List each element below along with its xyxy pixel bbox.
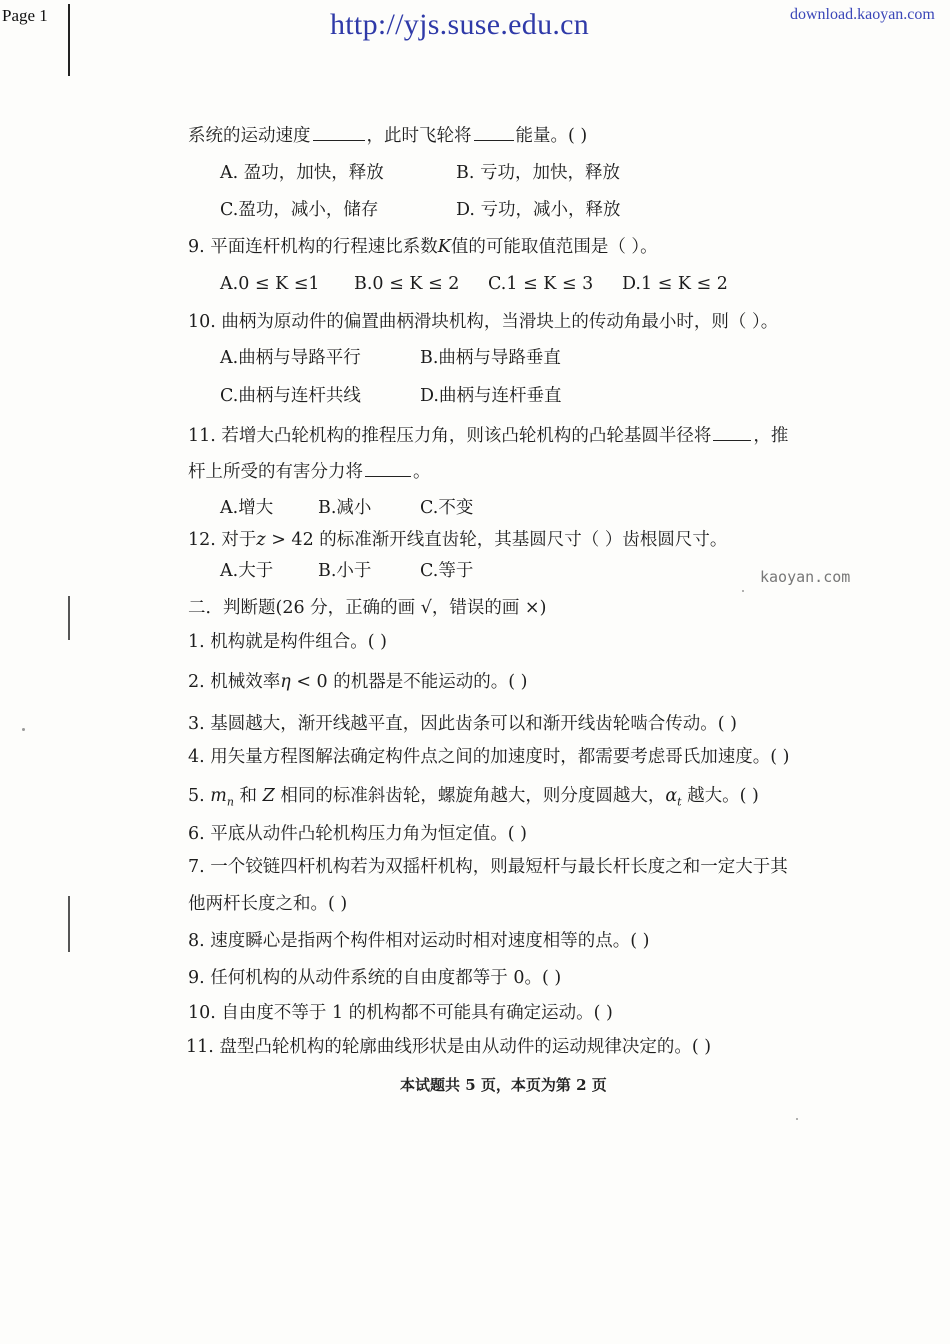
judge-item-4: 4. 用矢量方程图解法确定构件点之间的加速度时，都需要考虑哥氏加速度。( ) (188, 747, 790, 767)
judge-item-8: 8. 速度瞬心是指两个构件相对运动时相对速度相等的点。( ) (188, 931, 650, 951)
q9-option-d: D.1 ≤ K ≤ 2 (622, 274, 728, 294)
q10-option-d: D.曲柄与连杆垂直 (420, 386, 562, 406)
answer-blank (313, 124, 365, 141)
q11-option-a: A.增大 (220, 498, 274, 518)
judge-item-9: 9. 任何机构的从动件系统的自由度都等于 0。( ) (188, 968, 562, 988)
judge-item-7-line2: 他两杆长度之和。( ) (188, 894, 348, 914)
q11-option-c: C.不变 (420, 498, 474, 518)
answer-blank (365, 460, 411, 477)
judge-item-11: 11. 盘型凸轮机构的轮廓曲线形状是由从动件的运动规律决定的。( ) (186, 1037, 712, 1057)
q10-option-a: A.曲柄与导路平行 (220, 348, 361, 368)
q10-option-c: C.曲柄与连杆共线 (220, 386, 361, 406)
watermark: kaoyan.com (760, 568, 851, 586)
binding-line-low (68, 896, 70, 952)
judge-item-1: 1. 机构就是构件组合。( ) (188, 632, 387, 652)
q12-option-c: C.等于 (420, 561, 474, 581)
q8-option-c: C.盈功，减小，储存 (220, 200, 379, 220)
binding-line-top (68, 4, 70, 76)
q8-option-a: A. 盈功，加快，释放 (220, 163, 384, 183)
q10-text: 10. 曲柄为原动件的偏置曲柄滑块机构，当滑块上的传动角最小时，则（ ）。 (188, 312, 779, 332)
binding-line-mid (68, 596, 70, 640)
q8-option-b: B. 亏功，加快，释放 (456, 163, 620, 183)
scan-speck (742, 590, 744, 592)
q12-text: 12. 对于z > 42 的标准渐开线直齿轮，其基圆尺寸（ ）齿根圆尺寸。 (188, 530, 728, 550)
judge-item-2: 2. 机械效率η < 0 的机器是不能运动的。( ) (188, 672, 528, 692)
q8-option-d: D. 亏功，减小，释放 (456, 200, 621, 220)
answer-blank (474, 124, 514, 141)
q9-text: 9. 平面连杆机构的行程速比系数K值的可能取值范围是（ ）。 (188, 237, 658, 257)
section2-heading: 二．判断题(26 分，正确的画 √，错误的画 ×) (188, 598, 547, 618)
download-site: download.kaoyan.com (790, 6, 935, 23)
answer-blank (713, 424, 751, 441)
judge-item-7-line1: 7. 一个铰链四杆机构若为双摇杆机构，则最短杆与最长杆长度之和一定大于其 (188, 857, 788, 877)
q9-option-a: A.0 ≤ K ≤1 (220, 274, 320, 294)
q10-option-b: B.曲柄与导路垂直 (420, 348, 561, 368)
q11-line1: 11. 若增大凸轮机构的推程压力角，则该凸轮机构的凸轮基圆半径将 ，推 (188, 426, 789, 446)
q11-line2: 杆上所受的有害分力将 。 (188, 462, 431, 482)
judge-item-3: 3. 基圆越大，渐开线越平直，因此齿条可以和渐开线齿轮啮合传动。( ) (188, 714, 737, 734)
scan-speck (796, 1118, 798, 1120)
judge-item-6: 6. 平底从动件凸轮机构压力角为恒定值。( ) (188, 824, 527, 844)
q9-option-b: B.0 ≤ K ≤ 2 (354, 274, 460, 294)
q9-option-c: C.1 ≤ K ≤ 3 (488, 274, 594, 294)
q12-option-b: B.小于 (318, 561, 372, 581)
scan-speck (22, 728, 25, 731)
q12-option-a: A.大于 (220, 561, 274, 581)
page-label: Page 1 (2, 6, 48, 25)
judge-item-10: 10. 自由度不等于 1 的机构都不可能具有确定运动。( ) (188, 1003, 613, 1023)
q8-continuation: 系统的运动速度 ，此时飞轮将 能量。( ) (188, 126, 588, 146)
page-footer: 本试题共 5 页，本页为第 2 页 (400, 1076, 607, 1094)
judge-item-5: 5. $m_n$ 和 Z 相同的标准斜齿轮，螺旋角越大，则分度圆越大，$\alpha_t$ 越大。( ) (188, 786, 759, 809)
q11-option-b: B.减小 (318, 498, 372, 518)
site-url: http://yjs.suse.edu.cn (330, 8, 590, 41)
